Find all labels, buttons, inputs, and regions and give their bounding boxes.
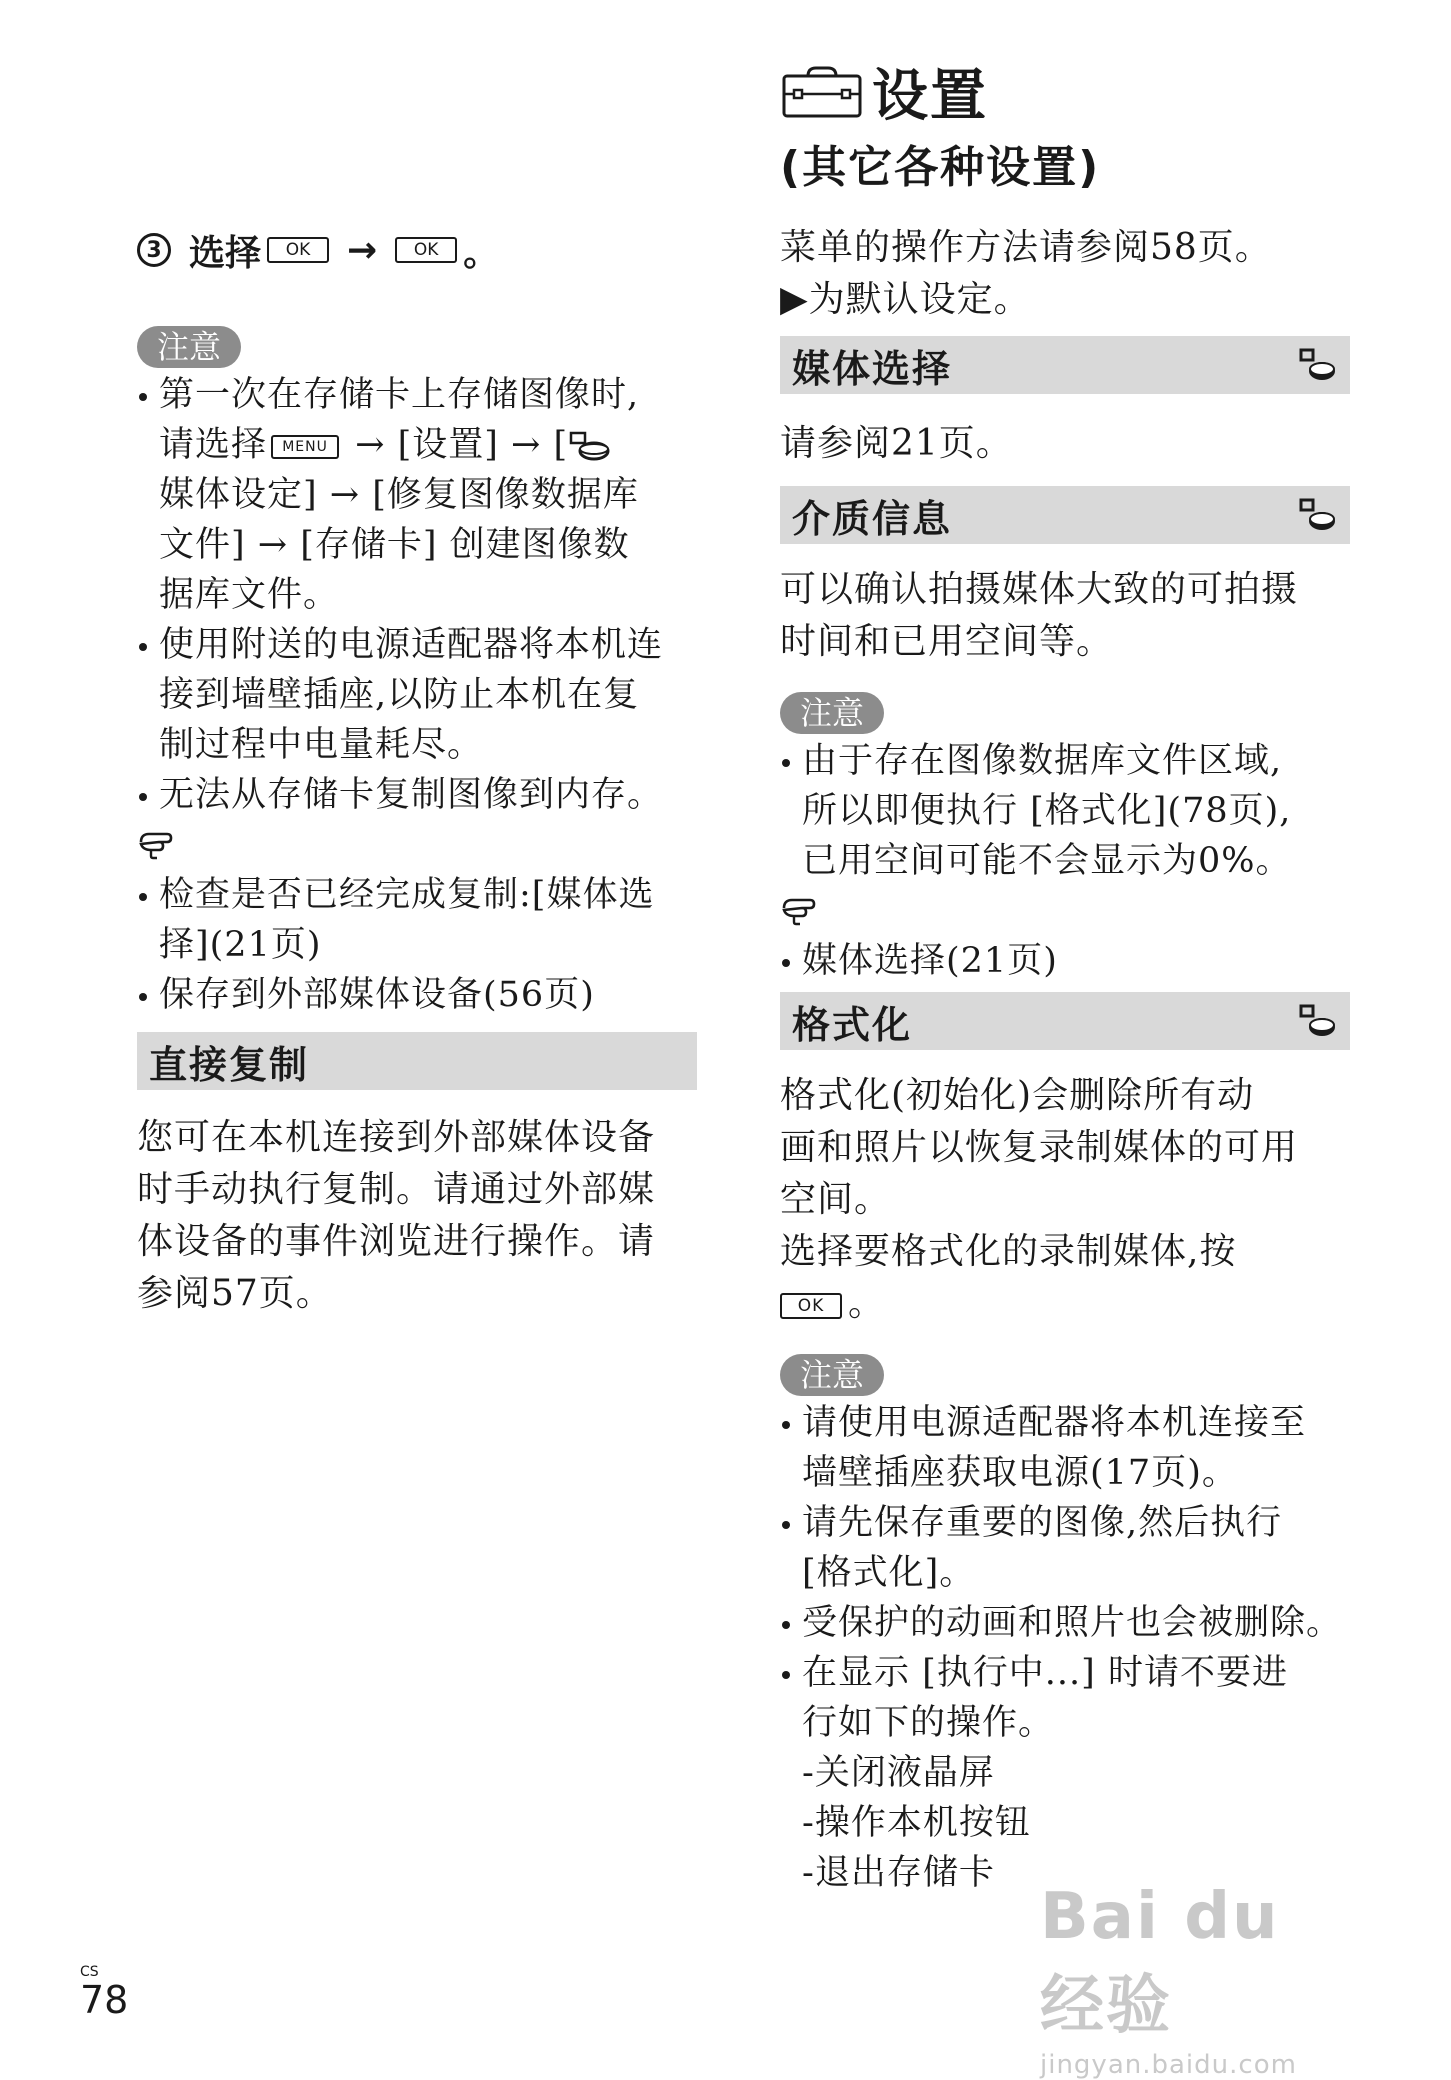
note-item bbox=[137, 770, 697, 820]
paragraph-line: 您可在本机连接到外部媒体设备 bbox=[137, 1117, 656, 1158]
note-line: 无法从存储卡复制图像到内存。 bbox=[159, 775, 664, 815]
media-info-paragraph bbox=[780, 564, 1350, 668]
note-line: 在显示 [执行中...] 时请不要进 bbox=[802, 1653, 1288, 1693]
note-list bbox=[780, 1398, 1350, 1748]
page-number bbox=[80, 1964, 128, 2020]
note-line: 受保护的动画和照片也会被删除。 bbox=[802, 1603, 1343, 1643]
paragraph-line: 可以确认拍摄媒体大致的可拍摄 bbox=[780, 569, 1299, 610]
page-title: 设置 bbox=[872, 64, 988, 129]
paragraph-text: 。 bbox=[848, 1283, 886, 1324]
note-line: 文件] → [存储卡] 创建图像数 bbox=[159, 525, 630, 565]
note-item bbox=[780, 1398, 1350, 1498]
note-item bbox=[780, 1648, 1350, 1748]
paragraph-line: 时间和已用空间等。 bbox=[780, 621, 1114, 662]
media-icon bbox=[1298, 1001, 1338, 1041]
media-icon bbox=[1298, 345, 1338, 385]
hint-item bbox=[137, 870, 697, 970]
menu-button-icon: MENU bbox=[271, 435, 339, 459]
section-header-direct-copy bbox=[137, 1032, 697, 1090]
intro-line: 菜单的操作方法请参阅58页。 bbox=[780, 227, 1272, 268]
dash-item: -操作本机按钮 bbox=[802, 1803, 1031, 1843]
note-badge: 注意 bbox=[137, 326, 241, 368]
media-settings-icon bbox=[568, 430, 612, 464]
note-text: 请选择 bbox=[159, 425, 268, 465]
hint-item bbox=[137, 970, 697, 1020]
toolbox-icon bbox=[780, 64, 864, 120]
hint-line: 择](21页) bbox=[159, 925, 322, 965]
page-subtitle: (其它各种设置) bbox=[780, 142, 1101, 193]
section-title: 直接复制 bbox=[149, 1042, 310, 1087]
format-paragraph bbox=[780, 1070, 1350, 1330]
note-line: 行如下的操作。 bbox=[802, 1703, 1055, 1743]
section-header-media-info bbox=[780, 486, 1350, 544]
note-item bbox=[780, 1498, 1350, 1598]
watermark-logo: Bai du 经验 bbox=[1040, 1880, 1280, 2043]
language-code: CS bbox=[80, 1964, 99, 1980]
note-item bbox=[137, 370, 697, 620]
note-line: 墙壁插座获取电源(17页)。 bbox=[802, 1453, 1238, 1493]
dash-list bbox=[780, 1748, 1350, 1898]
media-icon bbox=[1298, 495, 1338, 535]
note-line: 由于存在图像数据库文件区域, bbox=[802, 741, 1283, 781]
section-title: 介质信息 bbox=[792, 496, 953, 541]
pointing-hand-icon bbox=[780, 886, 820, 936]
paragraph-line: 时手动执行复制。请通过外部媒 bbox=[137, 1169, 656, 1210]
paragraph-line bbox=[780, 1278, 1350, 1330]
note-badge: 注意 bbox=[780, 692, 884, 734]
ok-button-icon: OK bbox=[780, 1293, 842, 1319]
note-list bbox=[780, 736, 1350, 886]
hint-line: 检查是否已经完成复制:[媒体选 bbox=[159, 875, 655, 915]
note-line bbox=[159, 420, 697, 470]
ok-button-icon: OK bbox=[267, 237, 329, 263]
step-number-circle: 3 bbox=[137, 233, 171, 267]
watermark-url: jingyan.baidu.com bbox=[1040, 2050, 1297, 2080]
paragraph-line: 空间。 bbox=[780, 1179, 892, 1220]
intro-paragraph bbox=[780, 222, 1350, 326]
step-3-line bbox=[137, 220, 697, 280]
note-line: [格式化]。 bbox=[802, 1553, 976, 1593]
title-row bbox=[780, 52, 1350, 132]
intro-line: ▶为默认设定。 bbox=[780, 279, 1031, 320]
step-period: 。 bbox=[463, 232, 500, 274]
arrow-icon: → bbox=[347, 229, 378, 271]
paragraph-line: 体设备的事件浏览进行操作。请 bbox=[137, 1221, 656, 1262]
note-line: 接到墙壁插座,以防止本机在复 bbox=[159, 675, 640, 715]
section-header-media-select bbox=[780, 336, 1350, 394]
note-line: 请先保存重要的图像,然后执行 bbox=[802, 1503, 1283, 1543]
step-label: 选择 bbox=[189, 232, 262, 274]
dash-item: -退出存储卡 bbox=[802, 1853, 995, 1893]
section-title: 媒体选择 bbox=[792, 346, 953, 391]
page-number-value: 78 bbox=[80, 1978, 129, 2022]
note-line: 所以即便执行 [格式化](78页), bbox=[802, 791, 1292, 831]
section-header-format bbox=[780, 992, 1350, 1050]
hint-list bbox=[780, 936, 1350, 986]
paragraph-line: 参阅57页。 bbox=[137, 1273, 333, 1314]
note-badge: 注意 bbox=[780, 1354, 884, 1396]
right-column bbox=[780, 52, 1350, 1898]
paragraph-line: 格式化(初始化)会删除所有动 bbox=[780, 1075, 1255, 1116]
left-column bbox=[137, 220, 697, 1320]
note-item bbox=[780, 736, 1350, 886]
note-line: 第一次在存储卡上存储图像时, bbox=[159, 375, 640, 415]
note-line: 据库文件。 bbox=[159, 575, 340, 615]
pointing-hand-icon bbox=[137, 820, 177, 870]
note-line: 媒体设定] → [修复图像数据库 bbox=[159, 475, 639, 515]
paragraph-line: 选择要格式化的录制媒体,按 bbox=[780, 1231, 1237, 1272]
note-item bbox=[137, 620, 697, 770]
dash-item: -关闭液晶屏 bbox=[802, 1753, 995, 1793]
hint-item bbox=[780, 936, 1350, 986]
note-text: → [设置] → [ bbox=[343, 425, 569, 465]
paragraph-line: 画和照片以恢复录制媒体的可用 bbox=[780, 1127, 1299, 1168]
note-list bbox=[137, 370, 697, 820]
hint-line: 媒体选择(21页) bbox=[802, 941, 1058, 981]
direct-copy-paragraph bbox=[137, 1112, 697, 1320]
baidu-watermark bbox=[1040, 1880, 1360, 2080]
note-line: 制过程中电量耗尽。 bbox=[159, 725, 484, 765]
note-item bbox=[780, 1598, 1350, 1648]
note-line: 已用空间可能不会显示为0%。 bbox=[802, 841, 1292, 881]
ok-button-icon: OK bbox=[395, 237, 457, 263]
note-line: 使用附送的电源适配器将本机连 bbox=[159, 625, 664, 665]
section-title: 格式化 bbox=[792, 1002, 913, 1047]
media-select-text: 请参阅21页。 bbox=[780, 423, 1013, 464]
hint-line: 保存到外部媒体设备(56页) bbox=[159, 975, 595, 1015]
hint-list bbox=[137, 870, 697, 1020]
note-line: 请使用电源适配器将本机连接至 bbox=[802, 1403, 1307, 1443]
